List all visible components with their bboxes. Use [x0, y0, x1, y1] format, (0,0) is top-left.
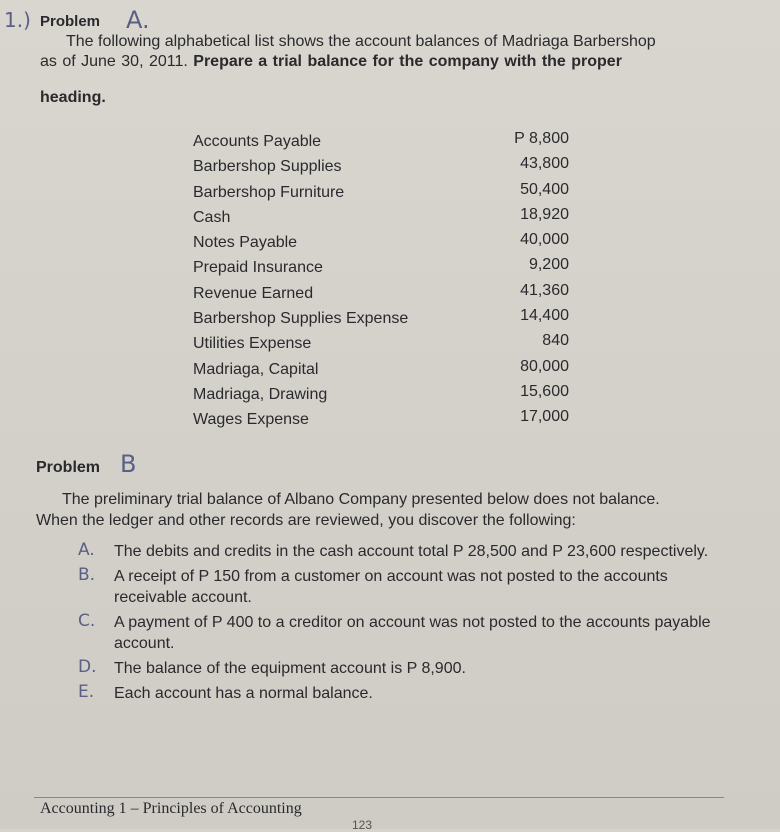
problem-a-intro-line2	[40, 52, 740, 72]
list-item: B. A receipt of P 150 from a customer on account was not posted to the accounts receivable account.	[78, 565, 668, 606]
handwritten-item-mark: C.	[78, 611, 96, 631]
list-item: A. The debits and credits in the cash account total P 28,500 and P 23,600 respectively.	[78, 540, 709, 560]
account-row: Barbershop Furniture 50,400	[193, 180, 569, 201]
account-balance-list	[193, 130, 573, 434]
discovery-list	[78, 541, 738, 708]
problem-b-label: Problem	[36, 459, 101, 476]
problem-b-intro-line1: The preliminary trial balance of Albano Company presented below does not balance.	[62, 491, 660, 508]
account-row: Madriaga, Capital 80,000	[193, 357, 569, 378]
account-row: Wages Expense 17,000	[193, 408, 569, 429]
account-row: Barbershop Supplies 43,800	[193, 155, 569, 176]
problem-a-label: Problem	[40, 13, 101, 30]
handwritten-item-mark: D.	[78, 657, 97, 677]
problem-b-intro-line2: When the ledger and other records are reviewed, you discover the following:	[36, 512, 576, 529]
problem-a-intro-line3: heading.	[40, 89, 106, 106]
account-row: Accounts Payable P 8,800	[193, 130, 569, 150]
intro-instruction-text: Prepare a trial balance for the company with the proper	[193, 53, 622, 70]
intro-date-text: as of June 30, 2011.	[40, 53, 194, 70]
footer-divider	[34, 797, 724, 798]
account-row: Notes Payable 40,000	[193, 231, 569, 252]
list-item: C. A payment of P 400 to a creditor on account was not posted to the accounts payable account.	[78, 611, 711, 652]
list-item: E. Each account has a normal balance.	[78, 682, 373, 702]
account-row: Madriaga, Drawing 15,600	[193, 382, 569, 403]
handwritten-letter-b: B	[120, 450, 137, 478]
account-row: Cash 18,920	[193, 205, 569, 226]
handwritten-item-mark: A.	[78, 540, 95, 560]
account-row: Utilities Expense 840	[193, 332, 569, 353]
handwritten-item-mark: B.	[78, 565, 96, 585]
handwritten-item-mark: E.	[78, 682, 95, 702]
list-item: D. The balance of the equipment account is P 8,900.	[78, 657, 466, 677]
account-row: Revenue Earned 41,360	[193, 281, 569, 302]
footer-title: Accounting 1 – Principles of Accounting	[40, 800, 302, 817]
handwritten-letter-a: A.	[126, 6, 150, 34]
problem-a-intro-line1: The following alphabetical list shows the account balances of Madriaga Barbershop	[66, 33, 656, 50]
account-row: Barbershop Supplies Expense 14,400	[193, 307, 569, 328]
handwritten-number-mark: 1.)	[4, 8, 31, 32]
page-number: 123	[352, 818, 373, 832]
account-row: Prepaid Insurance 9,200	[193, 256, 569, 277]
